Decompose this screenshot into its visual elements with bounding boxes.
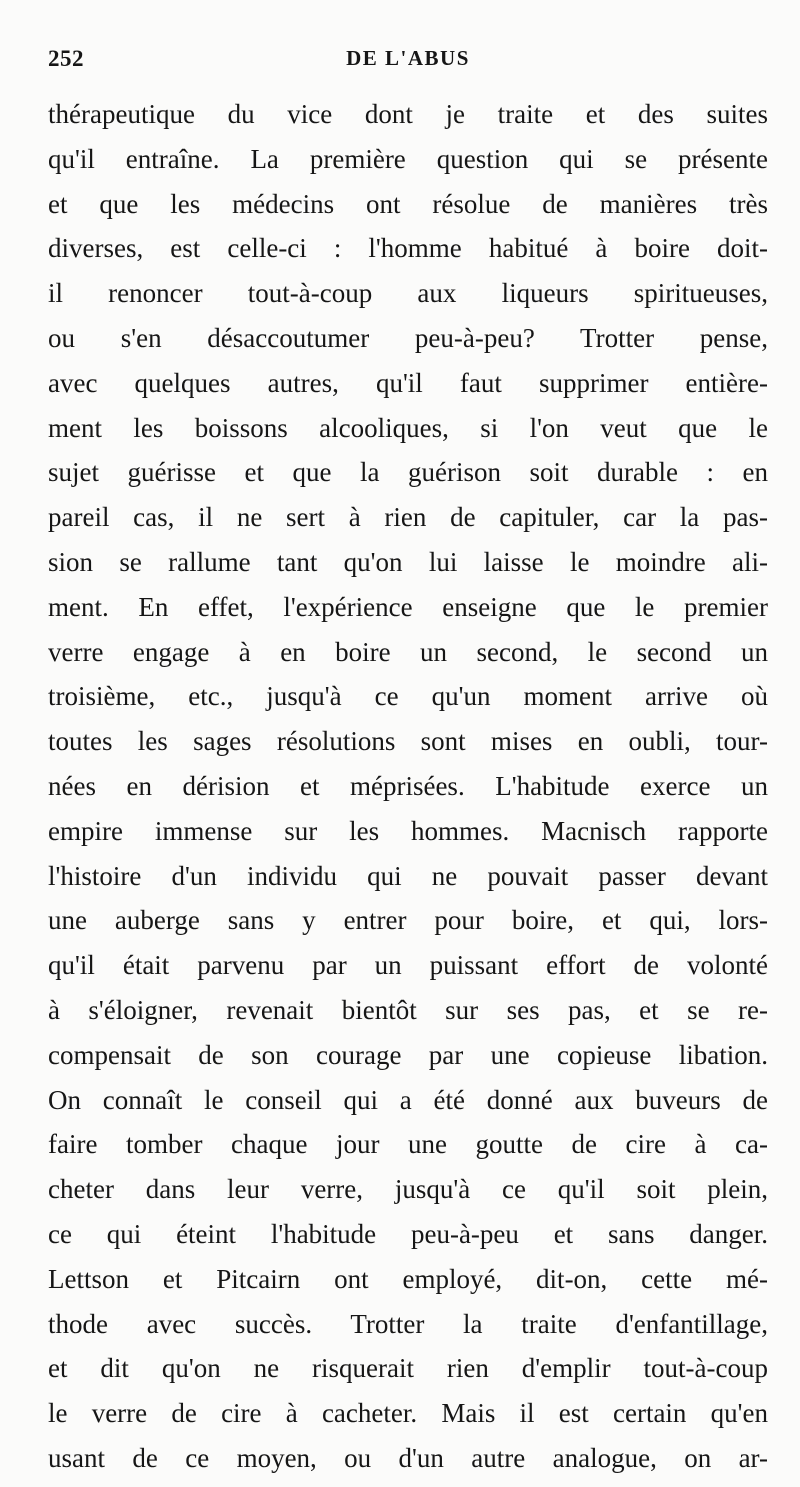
text-line: usant de ce moyen, ou d'un autre analogue, on ar- [48,1442,768,1473]
text-line: il renoncer tout-à-coup aux liqueurs spiritueuses, [48,278,768,309]
text-line: avec quelques autres, qu'il faut supprimer entière- [48,367,768,398]
text-line: thode avec succès. Trotter la traite d'enfantillage, [48,1308,768,1339]
text-line: compensait de son courage par une copieuse libation. [48,1039,768,1070]
text-line: ment. En effet, l'expérience enseigne que le premier [48,591,768,622]
running-title: DE L'ABUS [346,46,470,70]
body-text [48,92,768,1481]
text-line: l'histoire d'un individu qui ne pouvait passer devant [48,860,768,891]
text-line: cheter dans leur verre, jusqu'à ce qu'il soit plein, [48,1174,768,1205]
page-header [48,46,768,76]
text-line: troisième, etc., jusqu'à ce qu'un moment arrive où [48,681,768,712]
text-line: ou s'en désaccoutumer peu-à-peu? Trotter pense, [48,322,768,353]
text-line: et dit qu'on ne risquerait rien d'emplir tout-à-coup [48,1353,768,1384]
text-line: diverses, est celle-ci : l'homme habitué à boire doit- [48,233,768,264]
text-line: faire tomber chaque jour une goutte de cire à ca- [48,1129,768,1160]
text-line: ment les boissons alcooliques, si l'on veut que le [48,412,768,443]
text-line: verre engage à en boire un second, le second un [48,636,768,667]
text-line: On connaît le conseil qui a été donné aux buveurs de [48,1084,768,1115]
text-line: empire immense sur les hommes. Macnisch rapporte [48,815,768,846]
text-line: le verre de cire à cacheter. Mais il est certain qu'en [48,1398,768,1429]
text-line: qu'il entraîne. La première question qui se présente [48,143,768,174]
text-line: à s'éloigner, revenait bientôt sur ses pas, et se re- [48,994,768,1025]
text-line: nées en dérision et méprisées. L'habitude exerce un [48,770,768,801]
text-line: toutes les sages résolutions sont mises en oubli, tour- [48,726,768,757]
text-line: sujet guérisse et que la guérison soit durable : en [48,457,768,488]
text-line: Lettson et Pitcairn ont employé, dit-on, cette mé- [48,1263,768,1294]
text-line: pareil cas, il ne sert à rien de capituler, car la pas- [48,502,768,533]
text-line: qu'il était parvenu par un puissant effort de volonté [48,950,768,981]
page-number: 252 [48,46,84,71]
text-line: une auberge sans y entrer pour boire, et qui, lors- [48,905,768,936]
text-line: sion se rallume tant qu'on lui laisse le moindre ali- [48,546,768,577]
text-line: et que les médecins ont résolue de manières très [48,188,768,219]
text-line: ce qui éteint l'habitude peu-à-peu et sans danger. [48,1218,768,1249]
text-line: thérapeutique du vice dont je traite et des suites [48,99,768,129]
